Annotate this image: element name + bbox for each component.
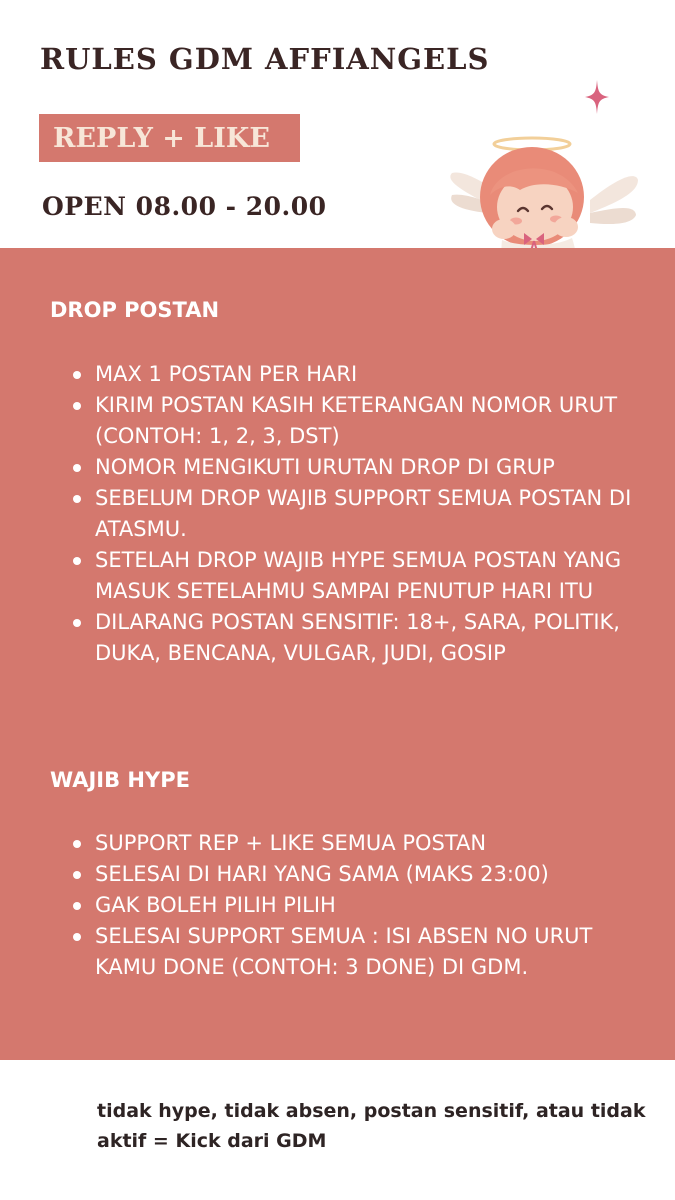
list-item: DILARANG POSTAN SENSITIF: 18+, SARA, POLITIK, DUKA, BENCANA, VULGAR, JUDI, GOSIP: [70, 607, 640, 669]
section-heading-wajib-hype: WAJIB HYPE: [50, 768, 190, 792]
list-item: SELESAI SUPPORT SEMUA : ISI ABSEN NO URUT KAMU DONE (CONTOH: 3 DONE) DI GDM.: [70, 921, 640, 983]
reply-like-badge: REPLY + LIKE: [39, 114, 300, 162]
bullet-icon: [73, 371, 81, 379]
bullet-icon: [73, 402, 81, 410]
list-item: GAK BOLEH PILIH PILIH: [70, 890, 640, 921]
list-item: SETELAH DROP WAJIB HYPE SEMUA POSTAN YANG MASUK SETELAHMU SAMPAI PENUTUP HARI ITU: [70, 545, 640, 607]
list-item: MAX 1 POSTAN PER HARI: [70, 359, 640, 390]
drop-postan-list: [70, 359, 640, 669]
wajib-hype-list: [70, 828, 640, 983]
list-item: NOMOR MENGIKUTI URUTAN DROP DI GRUP: [70, 452, 640, 483]
bullet-icon: [73, 619, 81, 627]
sparkle-icon: [585, 80, 609, 114]
bullet-icon: [73, 557, 81, 565]
bullet-icon: [73, 495, 81, 503]
bullet-icon: [73, 871, 81, 879]
list-item: SEBELUM DROP WAJIB SUPPORT SEMUA POSTAN DI ATASMU.: [70, 483, 640, 545]
list-item: SELESAI DI HARI YANG SAMA (MAKS 23:00): [70, 859, 640, 890]
page-title: RULES GDM AFFIANGELS: [40, 42, 490, 76]
footer-note: tidak hype, tidak absen, postan sensitif, atau tidak aktif = Kick dari GDM: [97, 1100, 646, 1152]
bullet-icon: [73, 840, 81, 848]
open-hours: OPEN 08.00 - 20.00: [42, 192, 327, 221]
bullet-icon: [73, 902, 81, 910]
list-item: KIRIM POSTAN KASIH KETERANGAN NOMOR URUT (CONTOH: 1, 2, 3, DST): [70, 390, 640, 452]
list-item: SUPPORT REP + LIKE SEMUA POSTAN: [70, 828, 640, 859]
bullet-icon: [73, 933, 81, 941]
section-heading-drop-postan: DROP POSTAN: [50, 298, 220, 322]
bullet-icon: [73, 464, 81, 472]
